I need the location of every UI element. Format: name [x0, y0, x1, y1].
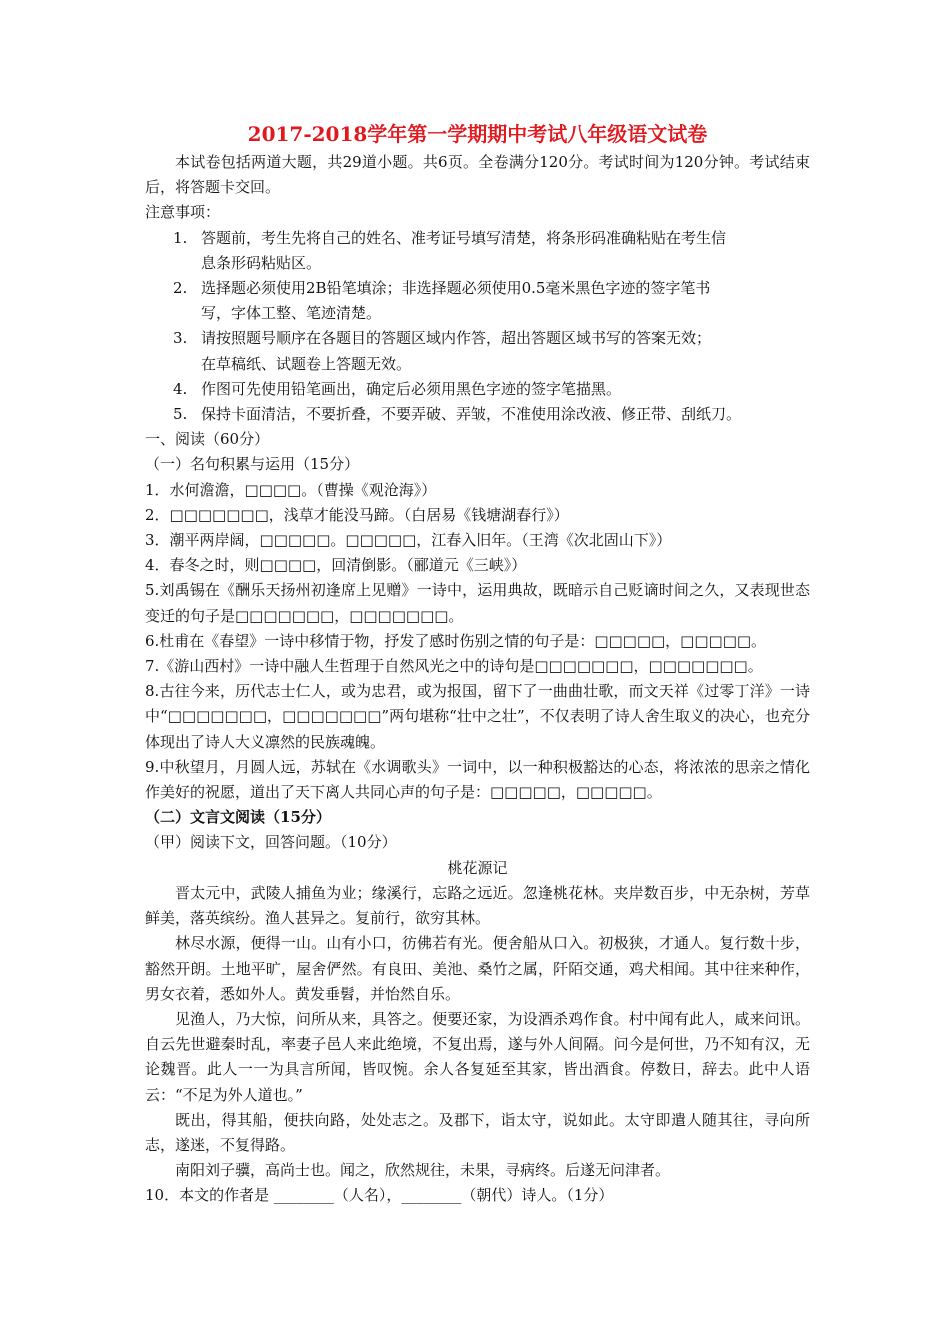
question-6: 6.杜甫在《春望》一诗中移情于物，抒发了感时伤别之情的句子是：□□□□□，□□□□□。 — [145, 631, 767, 650]
section-heading: 一、阅读（60分） — [145, 430, 270, 449]
passage-paragraph: 南阳刘子骥，高尚士也。闻之，欣然规往，未果，寻病终。后遂无问津者。 — [175, 1161, 671, 1180]
exam-page — [145, 120, 810, 1209]
passage-paragraph: 林尽水源，便得一山。山有小口，彷佛若有光。便舍船从口入。初极狭，才通人。复行数十步，豁然开朗。土地平旷，屋舍俨然。有良田、美池、桑竹之属，阡陌交通，鸡犬相闻。其中往来种作，男女衣着，悉如外人。黄发垂髫，并怡然自乐。 — [145, 934, 810, 1003]
question-9: 9.中秋望月，月圆人远，苏轼在《水调歌头》一词中，以一种积极豁达的心态，将浓浓的思亲之情化作美好的祝愿，道出了天下离人共同心声的句子是：□□□□□，□□□□□。 — [145, 757, 810, 802]
note-item: 2. 选择题必须使用2B铅笔填涂；非选择题必须使用0.5毫米黑色字迹的签字笔书 写，字体工整、笔迹清楚。 — [173, 279, 711, 323]
question-7: 7.《游山西村》一诗中融人生哲理于自然风光之中的诗句是□□□□□□□，□□□□□□□。 — [145, 657, 763, 676]
passage-paragraph: 既出，得其船，便扶向路，处处志之。及郡下，诣太守，说如此。太守即遣人随其往，寻向所志，遂迷，不复得路。 — [145, 1110, 810, 1154]
question-4: 4．春冬之时，则□□□□，回清倒影。（郦道元《三峡》） — [145, 556, 527, 575]
passage-paragraph: 见渔人，乃大惊，问所从来，具答之。便要还家，为设酒杀鸡作食。村中闻有此人，咸来问讯。自云先世避秦时乱，率妻子邑人来此绝境，不复出焉，遂与外人间隔。问今是何世，乃不知有汉，无论魏晋。此人一一为具言所闻，皆叹惋。余人各复延至其家，皆出酒食。停数日，辞去。此中人语云：“不足为外人道也。” — [145, 1009, 810, 1104]
subsection-heading: （一）名句积累与运用（15分） — [145, 455, 360, 474]
question-5: 5.刘禹锡在《酬乐天扬州初逢席上见赠》一诗中，运用典故，既暗示自己贬谪时间之久，又表现世态变迁的句子是□□□□□□□，□□□□□□□。 — [145, 581, 810, 625]
part-heading: （甲）阅读下文，回答问题。（10分） — [145, 833, 397, 852]
question-10: 10．本文的作者是 ________（人名），________（朝代）诗人。（1分） — [145, 1186, 614, 1205]
question-1: 1．水何澹澹，□□□□。（曹操《观沧海》） — [145, 480, 437, 499]
question-8: 8.古往今来，历代志士仁人，或为忠君，或为报国，留下了一曲曲壮歌，而文天祥《过零丁洋》一诗中“□□□□□□□，□□□□□□□”两句堪称“壮中之壮”，不仅表明了诗人舍生取义的决心，也充分体现出了诗人大义凛然的民族魂魄。 — [145, 682, 810, 751]
note-item: 4. 作图可先使用铅笔画出，确定后必须用黑色字迹的签字笔描黑。 — [173, 379, 622, 398]
note-item: 3. 请按照题号顺序在各题目的答题区域内作答，超出答题区域书写的答案无效； 在草稿纸、试题卷上答题无效。 — [173, 329, 712, 373]
note-item: 5. 保持卡面清洁，不要折叠，不要弄破、弄皱，不准使用涂改液、修正带、刮纸刀。 — [173, 405, 742, 424]
passage-paragraph: 晋太元中，武陵人捕鱼为业；缘溪行，忘路之远近。忽逢桃花林。夹岸数百步，中无杂树，芳草鲜美，落英缤纷。渔人甚异之。复前行，欲穷其林。 — [145, 883, 810, 928]
subsection-heading: （二）文言文阅读（15分） — [145, 808, 331, 827]
exam-title: 2017-2018学年第一学期期中考试八年级语文试卷 — [247, 122, 708, 146]
notes-heading: 注意事项： — [145, 203, 221, 222]
question-3: 3．潮平两岸阔，□□□□□。□□□□□，江春入旧年。（王湾《次北固山下》） — [145, 531, 672, 550]
question-2: 2．□□□□□□□，浅草才能没马蹄。（白居易《钱塘湖春行》） — [145, 505, 569, 524]
notes-list — [145, 226, 810, 428]
intro-text: 本试卷包括两道大题，共29道小题。共6页。全卷满分120分。考试时间为120分钟。考试结束后，将答题卡交回。 — [145, 153, 810, 197]
note-item: 1. 答题前，考生先将自己的姓名、准考证号填写清楚，将条形码准确粘贴在考生信 息条形码粘贴区。 — [173, 228, 727, 272]
passage-title: 桃花源记 — [447, 858, 508, 877]
